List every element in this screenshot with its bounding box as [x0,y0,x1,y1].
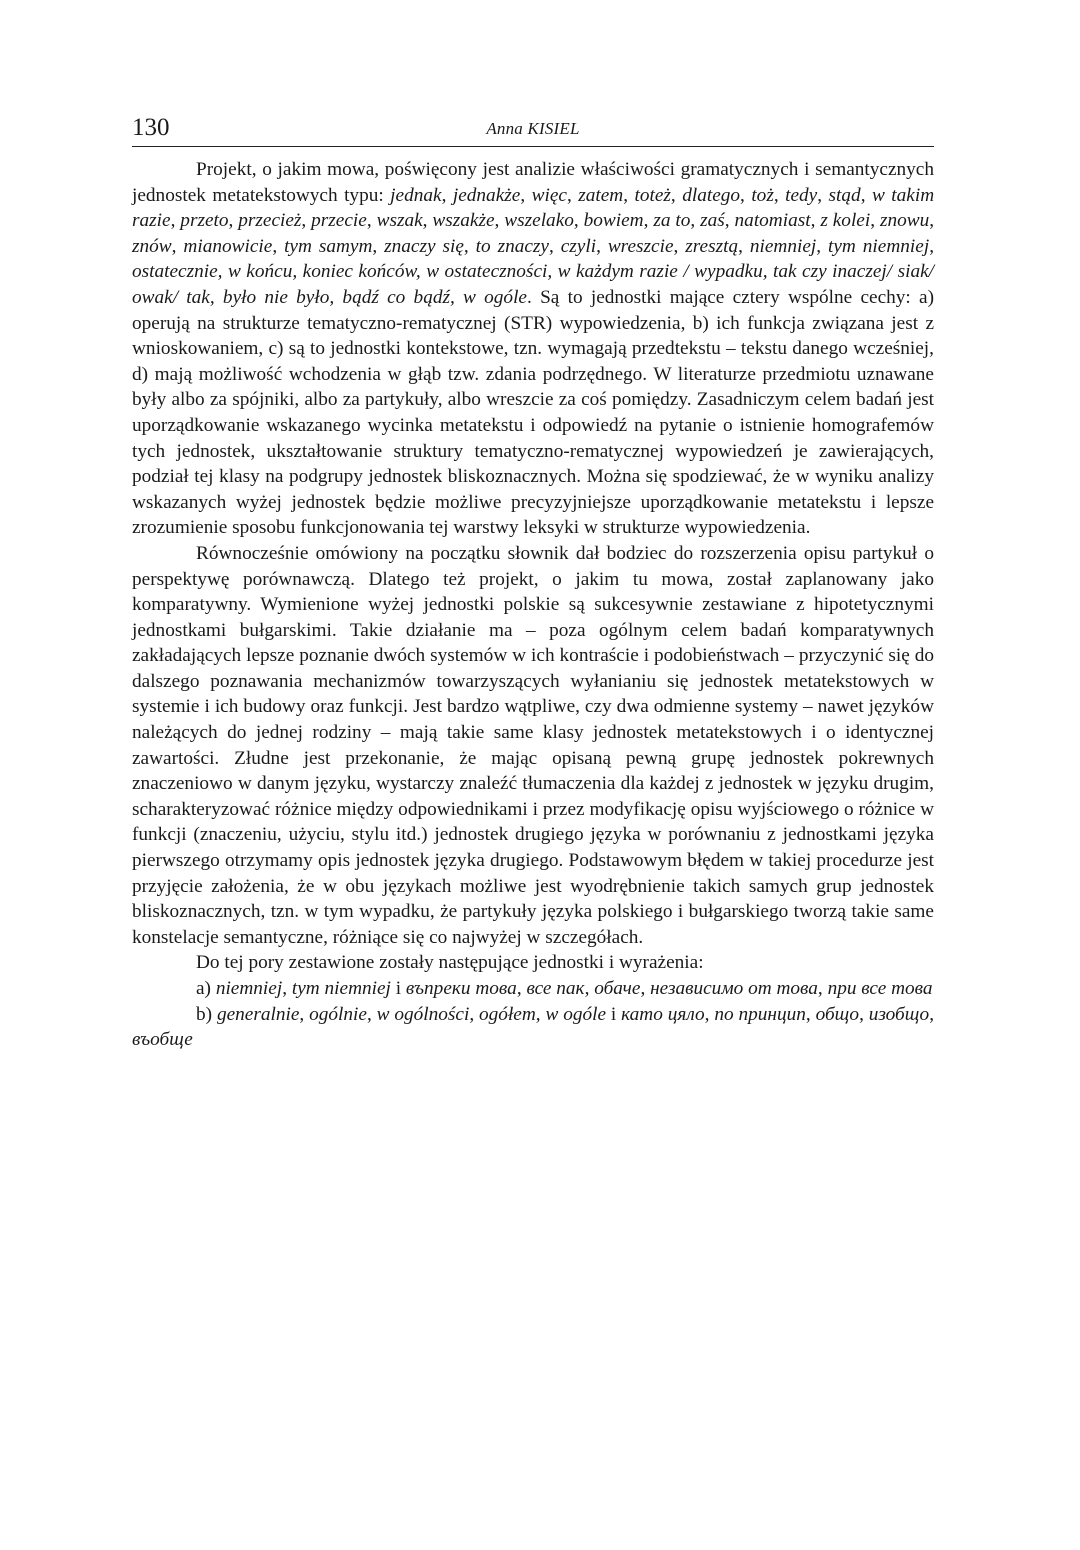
page-number: 130 [132,114,170,141]
italic-term: при все това [827,978,933,999]
text-run: , [817,184,829,206]
italic-term: w takim razie [132,184,935,232]
italic-term: czyli [560,235,597,257]
text-run: , [463,235,476,257]
text-run: , [805,1003,816,1025]
italic-term: ogólnie [309,1003,367,1025]
italic-term: przecież [238,210,302,232]
text-run: , [228,210,239,232]
italic-term: to znaczy [475,235,549,257]
italic-term: znów [132,235,172,257]
running-header [132,112,934,147]
paragraph [132,541,934,951]
italic-term: като цяло [621,1003,705,1025]
text-run: a) [196,978,216,999]
text-run: , [724,210,735,232]
italic-term: wszelako [504,210,574,232]
text-run: , [516,978,527,999]
text-run: , [548,235,561,257]
text-run: , [859,1003,869,1025]
text-run: Projekt, o jakim mowa, poświęcony jest analizie właściwości gramatycznych i semantycznych jednostek metatekstowych typu: [132,159,934,206]
text-run: , [171,235,184,257]
italic-term: tym samym [284,235,373,257]
text-run: , [170,210,181,232]
text-run: , [860,184,872,206]
italic-term: ogółem [479,1003,536,1025]
italic-term: w ogólności [376,1003,470,1025]
italic-term: natomiast [734,210,811,232]
document-page [132,112,934,1053]
text-run: , [643,210,654,232]
italic-term: wszak [376,210,423,232]
text-run: , [282,978,292,999]
running-author: Anna KISIEL [486,119,580,138]
text-run: , [422,210,433,232]
italic-term: zresztą [685,235,739,257]
list-item-a [132,976,934,1002]
italic-term: generalnie [216,1003,300,1025]
text-run: , [740,184,752,206]
italic-term: przecie [311,210,367,232]
text-run: , [870,210,880,232]
text-run: , [738,235,750,257]
italic-term: tym niemniej [828,235,930,257]
italic-term: z kolei [820,210,871,232]
text-run: , [670,184,683,206]
italic-term: stąd [828,184,861,206]
italic-term: znaczy się [384,235,464,257]
italic-term: mianowicie [183,235,273,257]
text-run: , [372,235,385,257]
body-text [132,157,934,1053]
italic-term: toż [751,184,774,206]
italic-term: zatem [578,184,624,206]
italic-term: niemniej [749,235,817,257]
text-run: , [640,978,651,999]
text-run: , [810,210,821,232]
text-run: , [704,1003,715,1025]
list-item-b [132,1002,934,1053]
italic-term: wszakże [432,210,495,232]
text-run: , [929,210,935,232]
text-run: , [773,184,786,206]
text-run: , [623,184,635,206]
italic-term: przeto [180,210,229,232]
italic-term: jednak [390,184,442,206]
text-run: Do tej pory zestawione zostały następujące jednostki i wyrażenia: [196,952,704,974]
italic-term: bowiem [583,210,644,232]
text-run: , [535,1003,546,1025]
italic-term: w ogóle [545,1003,607,1025]
text-run: , [673,235,686,257]
italic-term: по принцип [714,1003,806,1025]
italic-term: tym niemniej [291,978,391,999]
text-run: , [596,235,608,257]
text-run: , [301,210,312,232]
text-run: , [366,1003,377,1025]
text-run: i [390,978,406,999]
paragraph [132,157,934,541]
italic-term: въобще [132,1029,193,1051]
text-run: , [494,210,505,232]
text-run: i [606,1003,622,1025]
text-run: , [366,210,377,232]
italic-term: jednakże [452,184,521,206]
italic-term: znowu [879,210,930,232]
text-run: , [929,1003,935,1025]
text-run: , [816,235,829,257]
text-run: , [441,184,453,206]
italic-term: ostatecznie, w końcu, koniec końców, w ostateczności, w każdym razie / wypadku, tak czy inaczej/ siak/ owak/ tak, było nie było, bądź co bądź, w ogóle [132,261,934,308]
italic-term: dlatego [682,184,741,206]
text-run: , [817,978,828,999]
italic-term: изобщо [868,1003,930,1025]
italic-term: za to [653,210,691,232]
italic-term: обаче [594,978,641,999]
italic-term: все пак [526,978,585,999]
italic-term: toteż [634,184,671,206]
italic-term: zaś [700,210,725,232]
text-run: , [520,184,532,206]
italic-term: общо [815,1003,860,1025]
text-run: , [566,184,579,206]
text-run: , [584,978,595,999]
italic-term: więc [531,184,567,206]
italic-term: wreszcie [607,235,674,257]
text-run: Równocześnie omówiony na początku słownik dał bodziec do rozszerzenia opisu partykuł o perspektywę porównawczą. Dlatego też projekt, o jakim tu mowa, został zaplanowany jako komparatywny. Wymienione wyżej jednostki polskie są sukcesywnie zestawiane z hipotetycznymi jednostkami bułgarskimi. Takie działanie ma – poza ogólnym celem badań komparatywnych zakładających lepsze poznanie dwóch systemów w ich kontraście i podobieństwach – przyczynić się do dalszego poznawania mechanizmów towarzyszących wyłanianiu się jednostek metatekstowych w systemie i ich budowy oraz funkcji. Jest bardzo wątpliwe, czy dwa odmienne systemy – nawet języków należących do jednej rodziny – mają takie same klasy jednostek metatekstowych i o identycznej zawartości. Złudne jest przekonanie, że mając opisaną pewną grupę jednostek pokrewnych znaczeniowo w danym języku, wystarczy znaleźć tłumaczenia dla każdej z jednostek w języku drugim, scharakteryzować różnice między odpowiednikami i przez modyfikację opisu wyjściowego o różnice w funkcji (znaczeniu, użyciu, stylu itd.) jednostek drugiego języka w porównaniu z jednostkami języka pierwszego otrzymamy opis jednostek języka drugiego. Podstawowym błędem w takiej procedurze jest przyjęcie założenia, że w obu językach możliwe jest wyodrębnienie takich samych grup jednostek bliskoznacznych, tzn. w tym wypadku, że partykuły języka polskiego i bułgarskiego tworzą takie same konstelacje semantyczne, różniące się co najwyżej w szczegółach. [132,542,934,948]
italic-term: niemniej [215,978,283,999]
text-run: , [690,210,701,232]
text-run: , [929,235,935,257]
text-run: , [573,210,584,232]
text-run: , [272,235,285,257]
italic-term: tedy [785,184,818,206]
paragraph [132,950,934,976]
text-run: b) [196,1003,217,1025]
text-run: , [469,1003,480,1025]
italic-term: независимо от това [650,978,818,999]
italic-term: въпреки това [405,978,517,999]
text-run: , [299,1003,310,1025]
text-run: . Są to jednostki mające cztery wspólne cechy: a) operują na strukturze tematyczno-rematycznej (STR) wypowiedzenia, b) ich funkcja związana jest z wnioskowaniem, c) są to jednostki kontekstowe, tzn. wymagają przedtekstu – tekstu danego wcześniej, d) mają możliwość wchodzenia w głąb tzw. zdania podrzędnego. W literaturze przedmiotu uznawane były albo za spójniki, albo za partykuły, albo wreszcie za coś pomiędzy. Zasadniczym celem badań jest uporządkowanie wskazanego wycinka metatekstu i odpowiedź na pytanie o istnienie homografemów tych jednostek, ukształtowanie struktury tematyczno-rematycznej wypowiedzeń je zawierających, podział tej klasy na podgrupy jednostek bliskoznacznych. Można się spodziewać, że w wyniku analizy wskazanych wyżej jednostek będzie możliwe precyzyjniejsze uporządkowanie metatekstu i lepsze zrozumienie sposobu funkcjonowania tej warstwy leksyki w strukturze wypowiedzenia. [132,286,935,539]
